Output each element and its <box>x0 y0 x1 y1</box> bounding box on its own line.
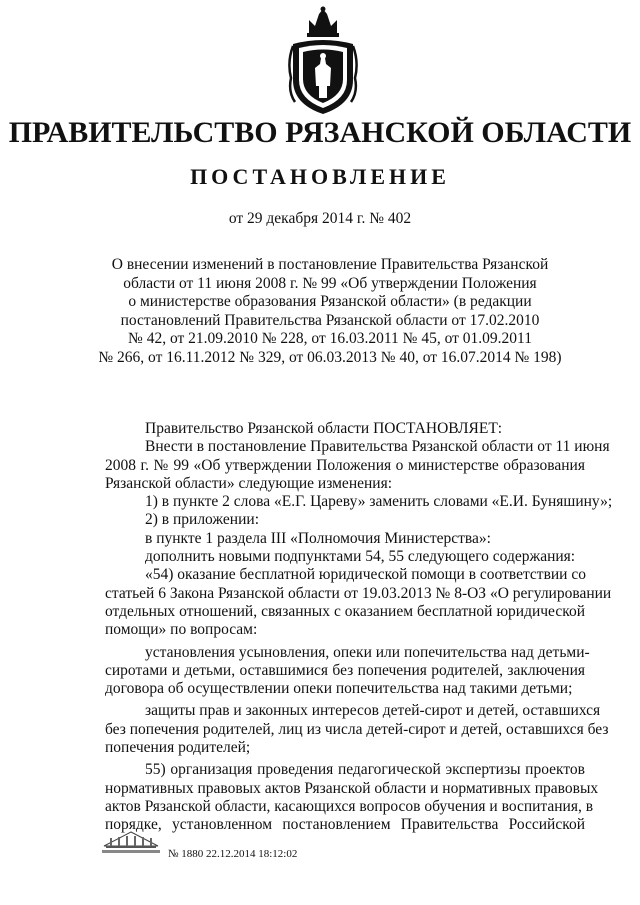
body-line: нормативных правовых актов Рязанской области и нормативных правовых <box>105 779 599 797</box>
body-line: попечения родителей; <box>105 739 251 757</box>
body-line: дополнить новыми подпунктами 54, 55 следующего содержания: <box>145 548 576 566</box>
body-line: 2008 г. № 99 «Об утверждении Положения о министерстве образования <box>105 456 585 474</box>
subject-line: постановлений Правительства Рязанской области от 17.02.2010 <box>120 311 540 329</box>
document-subject <box>90 256 570 367</box>
body-line: помощи» по вопросам: <box>105 621 258 639</box>
government-title: ПРАВИТЕЛЬСТВО РЯЗАНСКОЙ ОБЛАСТИ <box>8 116 632 149</box>
government-building-stamp-icon <box>100 826 162 856</box>
coat-of-arms-icon <box>287 6 359 116</box>
body-line: Рязанской области» следующие изменения: <box>105 474 393 492</box>
document-date-number: от 29 декабря 2014 г. № 402 <box>228 210 412 227</box>
body-line: статьей 6 Закона Рязанской области от 19.03.2013 № 8-ОЗ «О регулировании <box>105 584 612 602</box>
body-line: в пункте 1 раздела III «Полномочия Министерства»: <box>145 529 491 547</box>
body-line: Правительство Рязанской области ПОСТАНОВЛЯЕТ: <box>145 420 503 437</box>
body-line: сиротами и детьми, оставшимися без попечения родителей, заключения <box>105 661 585 679</box>
body-line: «54) оказание бесплатной юридической помощи в соответствии со <box>145 566 586 584</box>
registration-stamp: № 1880 22.12.2014 18:12:02 <box>168 848 298 860</box>
body-line: отдельных отношений, связанных с оказанием бесплатной юридической <box>105 602 585 620</box>
subject-line: области от 11 июня 2008 г. № 99 «Об утверждении Положения <box>123 274 537 292</box>
subject-line: О внесении изменений в постановление Правительства Рязанской <box>111 256 549 273</box>
body-line: 55) организация проведения педагогической экспертизы проектов <box>145 761 585 779</box>
subject-line: о министерстве образования Рязанской области» (в редакции <box>128 293 532 310</box>
body-line: 1) в пункте 2 слова «Е.Г. Цареву» заменить словами «Е.И. Буняшину»; <box>145 493 613 511</box>
subject-line: № 266, от 16.11.2012 № 329, от 06.03.2013 № 40, от 16.07.2014 № 198) <box>98 348 562 366</box>
body-line: порядке, установленном постановлением Правительства Российской <box>105 816 585 834</box>
body-line: защиты прав и законных интересов детей-сирот и детей, оставшихся <box>145 702 601 720</box>
subject-line: № 42, от 21.09.2010 № 228, от 16.03.2011 № 45, от 01.09.2011 <box>128 330 532 347</box>
body-line: договора об осуществлении опеки попечительства над такими детьми; <box>105 680 573 698</box>
body-line: 2) в приложении: <box>145 511 259 529</box>
body-line: актов Рязанской области, касающихся вопросов обучения и воспитания, в <box>105 797 594 815</box>
document-type: ПОСТАНОВЛЕНИЕ <box>190 164 450 189</box>
body-line: Внести в постановление Правительства Рязанской области от 11 июня <box>145 438 610 456</box>
body-line: установления усыновления, опеки или попечительства над детьми- <box>145 643 590 661</box>
document-body <box>105 420 613 835</box>
body-line: без попечения родителей, лиц из числа детей-сирот и детей, оставшихся без <box>105 720 609 738</box>
